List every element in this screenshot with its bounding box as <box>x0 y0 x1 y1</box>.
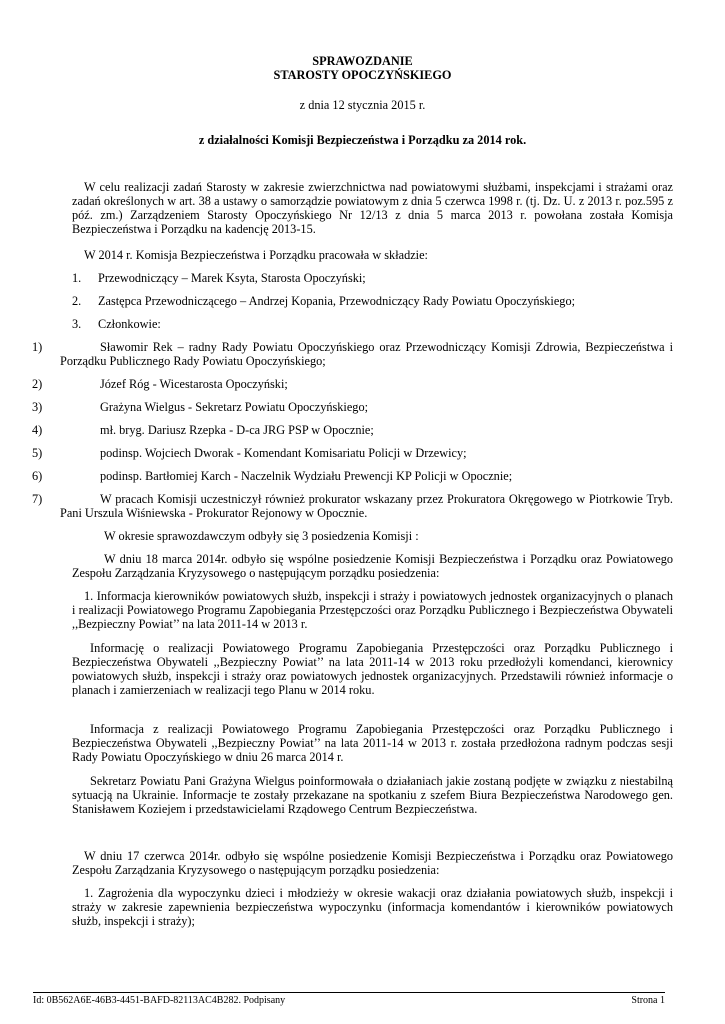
meeting1-point1: 1. Informacja kierowników powiatowych służb, inspekcji i straży i powiatowych jednostek organizacyjnych o planach i realizacji Powiatowego Programu Zapobiegania Przestępczości oraz Porządku Publicznego i Bezpieczeństwa Obywateli ,,Bezpieczny Powiat’’ na lata 2011-14 w 2013 r. <box>72 589 673 631</box>
member-item <box>32 446 673 460</box>
meeting2-intro: W dniu 17 czerwca 2014r. odbyło się wspólne posiedzenie Komisji Bezpieczeństwa i Porządku oraz Powiatowego Zespołu Zarządzania Kryzysowego o następującym porządku posiedzenia: <box>72 849 673 877</box>
list-number: 1) <box>32 340 43 354</box>
intro-paragraph: W celu realizacji zadań Starosty w zakresie zwierzchnictwa nad powiatowymi służbami, inspekcjami i strażami oraz zadań określonych w art. 38 a ustawy o samorządzie powiatowym z dnia 5 czerwca 1998 r. (tj. Dz. U. z 2013 r. poz.595 z póź. zm.) Zarządzeniem Starosty Opoczyńskiego Nr 12/13 z dnia 5 marca 2013 r. powołana została Komisja Bezpieczeństwa i Porządku na kadencję 2013-15. <box>72 180 673 236</box>
list-number: 4) <box>32 423 43 437</box>
footer-divider <box>33 992 665 993</box>
list-text: Józef Róg - Wicestarosta Opoczyński; <box>100 377 288 391</box>
info-paragraph-2: Informacja z realizacji Powiatowego Programu Zapobiegania Przestępczości oraz Porządku Publicznego i Bezpieczeństwa Obywateli ,,Bezpieczny Powiat’’ na lata 2011-14 w 2013 r. została przedłożona radnym podczas sesji Rady Powiatu Opoczyńskiego w dniu 26 marca 2014 r. <box>72 722 673 764</box>
list-number: 2) <box>32 377 43 391</box>
list-number: 3. <box>72 317 82 331</box>
member-item <box>32 423 673 437</box>
list-text: podinsp. Bartłomiej Karch - Naczelnik Wydziału Prewencji KP Policji w Opocznie; <box>100 469 513 483</box>
list-number: 3) <box>32 400 43 414</box>
member-item <box>32 377 673 391</box>
info-paragraph-1: Informację o realizacji Powiatowego Programu Zapobiegania Przestępczości oraz Porządku Publicznego i Bezpieczeństwa Obywateli ,,Bezpieczny Powiat’’ na lata 2011-14 w 2013 roku przedłożyli komendanci, kierownicy powiatowych służb, inspekcji i straży oraz powiatowych jednostek organizacyjnych. Przedstawili również informacje o planach i zamierzeniach w realizacji tego Planu w 2014 roku. <box>72 641 673 697</box>
list-text: Sławomir Rek – radny Rady Powiatu Opoczyńskiego oraz Przewodniczący Komisji Zdrowia, Bezpieczeństwa i Porządku Publicznego Rady Powiatu Opoczyńskiego; <box>60 340 673 368</box>
document-title-line2: STAROSTY OPOCZYŃSKIEGO <box>273 68 452 82</box>
footer-page-number: Strona 1 <box>631 995 665 1006</box>
list-number: 2. <box>72 294 82 308</box>
list-text: Przewodniczący – Marek Ksyta, Starosta Opoczyński; <box>98 271 366 285</box>
list-number: 6) <box>32 469 43 483</box>
secretary-paragraph: Sekretarz Powiatu Pani Grażyna Wielgus poinformowała o działaniach jakie zostaną podjęte w związku z niestabilną sytuacją na Ukrainie. Informacje te zostały przekazane na spotkaniu z szefem Biura Bezpieczeństwa Narodowego gen. Stanisławem Koziejem i przedstawicielami Rządowego Centrum Bezpieczeństwa. <box>72 774 673 816</box>
document-subject: z działalności Komisji Bezpieczeństwa i Porządku za 2014 rok. <box>198 133 527 147</box>
list-text: podinsp. Wojciech Dworak - Komendant Komisariatu Policji w Drzewicy; <box>100 446 467 460</box>
document-date: z dnia 12 stycznia 2015 r. <box>299 98 426 112</box>
list-number: 5) <box>32 446 43 460</box>
member-item <box>32 492 673 520</box>
list-text: mł. bryg. Dariusz Rzepka - D-ca JRG PSP w Opocznie; <box>100 423 374 437</box>
list-text: Grażyna Wielgus - Sekretarz Powiatu Opoczyńskiego; <box>100 400 369 414</box>
list-text: Członkowie: <box>98 317 161 331</box>
composition-intro: W 2014 r. Komisja Bezpieczeństwa i Porządku pracowała w składzie: <box>84 248 428 262</box>
list-number: 1. <box>72 271 82 285</box>
meeting2-point1: 1. Zagrożenia dla wypoczynku dzieci i młodzieży w okresie wakacji oraz działania powiatowych służb, inspekcji i straży w zakresie zapewnienia bezpieczeństwa wypoczynku (informacja komendantów i kierowników powiatowych służb, inspekcji i straży); <box>72 886 673 928</box>
member-item <box>32 400 673 414</box>
footer-document-id: Id: 0B562A6E-46B3-4451-BAFD-82113AC4B282. Podpisany <box>33 995 286 1006</box>
list-number: 7) <box>32 492 43 506</box>
list-text: W pracach Komisji uczestniczył również prokurator wskazany przez Prokuratora Okręgowego w Piotrkowie Tryb. Pani Urszula Wiśniewska - Prokurator Rejonowy w Opocznie. <box>60 492 673 520</box>
meetings-intro: W okresie sprawozdawczym odbyły się 3 posiedzenia Komisji : <box>104 529 419 543</box>
meeting1-intro: W dniu 18 marca 2014r. odbyło się wspólne posiedzenie Komisji Bezpieczeństwa i Porządku oraz Powiatowego Zespołu Zarządzania Kryzysowego o następującym porządku posiedzenia: <box>72 552 673 580</box>
document-title-line1: SPRAWOZDANIE <box>312 54 413 68</box>
list-text: Zastępca Przewodniczącego – Andrzej Kopania, Przewodniczący Rady Powiatu Opoczyńskiego; <box>98 294 576 308</box>
member-item <box>32 469 673 483</box>
member-item <box>32 340 673 368</box>
